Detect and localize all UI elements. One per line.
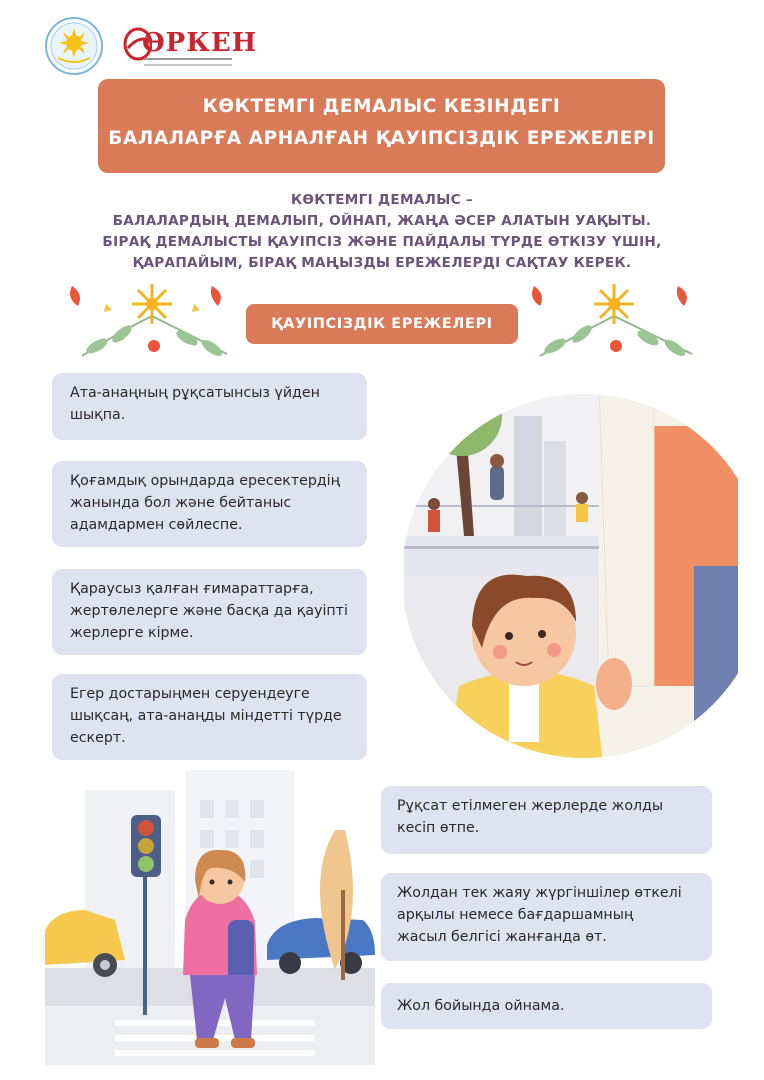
flower-ornament-left <box>62 276 242 366</box>
intro-line-2: БАЛАЛАРДЫҢ ДЕМАЛЫП, ОЙНАП, ЖАҢА ӘСЕР АЛАТЫН УАҚЫТЫ. <box>112 213 652 229</box>
intro-line-4: ҚАРАПАЙЫМ, БІРАҚ МАҢЫЗДЫ ЕРЕЖЕЛЕРДІ САҚТАУ КЕРЕК. <box>132 255 632 271</box>
rule-2-line-3: адамдармен сөйлеспе. <box>70 517 243 533</box>
rule-1-line-2: шықпа. <box>70 407 126 423</box>
emblem-logo <box>44 16 104 76</box>
rule-1-line-1: Ата-анаңның рұқсатынсыз үйден <box>70 385 320 401</box>
flower-ornament-right <box>520 276 708 366</box>
title-line-2: БАЛАЛАРҒА АРНАЛҒАН ҚАУІПСІЗДІК ЕРЕЖЕЛЕРІ <box>108 128 655 149</box>
rule-card-1 <box>52 373 367 440</box>
rule-2-line-1: Қоғамдық орындарда ересектердің <box>70 473 340 489</box>
rule-5-line-2: кесіп өтпе. <box>397 820 480 836</box>
intro-line-1: КӨКТЕМГІ ДЕМАЛЫС – <box>290 192 474 208</box>
rule-6-line-2: арқылы немесе бағдаршамның <box>397 907 634 923</box>
rule-3-line-3: жерлерге кірме. <box>70 625 194 641</box>
rule-2-line-2: жанында бол және бейтаныс <box>70 495 292 511</box>
boy-with-parent-illustration <box>404 386 738 772</box>
rule-card-6 <box>381 873 712 961</box>
rule-7-line-1: Жол бойында ойнама. <box>397 998 565 1014</box>
rule-card-2 <box>52 461 367 547</box>
rule-6-line-3: жасыл белгісі жанғанда өт. <box>397 929 607 945</box>
intro-line-3: БІРАҚ ДЕМАЛЫСТЫ ҚАУІПСІЗ ЖӘНЕ ПАЙДАЛЫ ТҮРДЕ ӨТКІЗУ ҮШІН, <box>102 234 662 250</box>
rule-card-5 <box>381 786 712 854</box>
rule-3-line-2: жертөлелерге және басқа да қауіпті <box>70 603 348 619</box>
intro-text <box>80 190 684 274</box>
title-line-1: КӨКТЕМГІ ДЕМАЛЫС КЕЗІНДЕГІ <box>202 96 561 117</box>
section-title: ҚАУІПСІЗДІК ЕРЕЖЕЛЕРІ <box>246 304 518 344</box>
girl-at-crosswalk-illustration <box>45 770 375 1065</box>
arken-logo-text: ӘРКЕН <box>142 28 258 58</box>
rule-card-3 <box>52 569 367 655</box>
rule-6-line-1: Жолдан тек жаяу жүргіншілер өткелі <box>397 885 682 901</box>
rule-card-7 <box>381 983 712 1029</box>
arken-logo-subtitle-lines <box>144 58 232 66</box>
rule-5-line-1: Рұқсат етілмеген жерлерде жолды <box>397 798 664 814</box>
rule-4-line-1: Егер достарыңмен серуендеуге <box>70 686 310 702</box>
rule-4-line-2: шықсаң, ата-анаңды міндетті түрде <box>70 708 342 724</box>
arken-logo <box>122 24 258 70</box>
title-banner <box>98 79 665 173</box>
rule-3-line-1: Қараусыз қалған ғимараттарға, <box>70 581 314 597</box>
rule-4-line-3: ескерт. <box>70 730 126 746</box>
rule-card-4 <box>52 674 367 760</box>
